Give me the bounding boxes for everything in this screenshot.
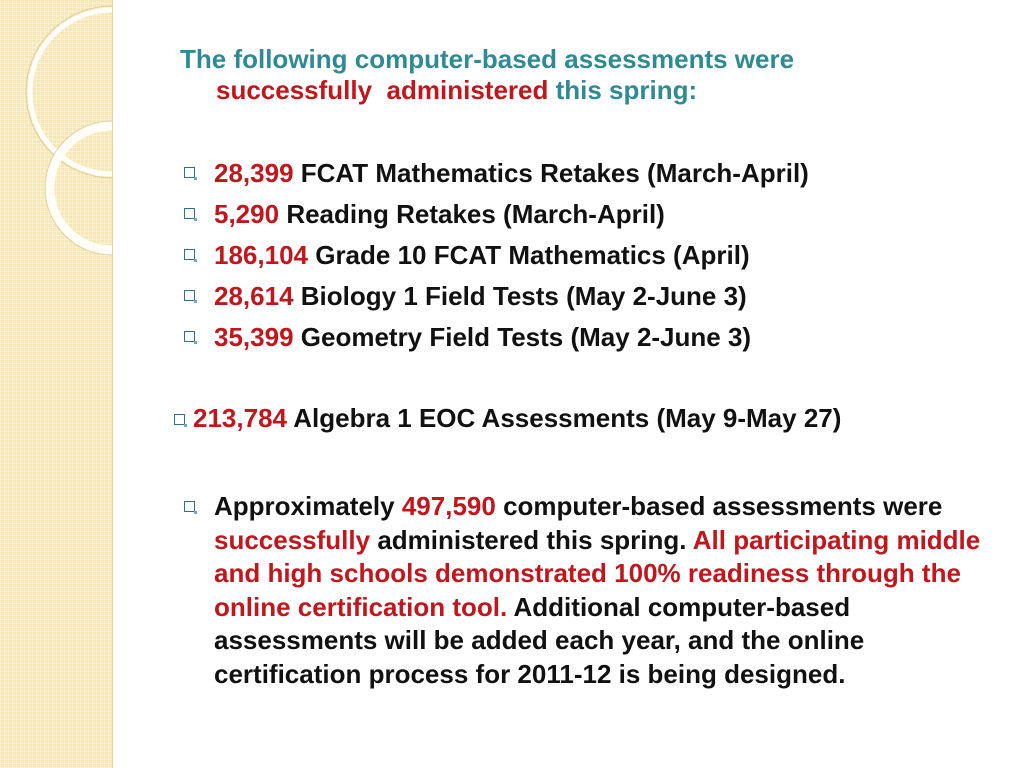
list-item xyxy=(180,281,990,311)
item-text: Algebra 1 EOC Assessments (May 9-May 27) xyxy=(293,403,842,433)
item-text: Reading Retakes (March-April) xyxy=(286,199,665,229)
summary-text-2: computer-based assessments were xyxy=(503,491,943,521)
item-count: 35,399 xyxy=(214,322,294,352)
slide-heading xyxy=(180,44,980,106)
summary-text-1: Approximately xyxy=(214,491,395,521)
list-item xyxy=(180,322,990,352)
checkbox-bullet-icon xyxy=(184,249,195,260)
list-item xyxy=(180,240,990,270)
summary-total: 497,590 xyxy=(401,491,496,521)
summary-text-3: administered this spring. xyxy=(377,524,687,555)
checkbox-bullet-icon xyxy=(184,167,195,178)
checkbox-bullet-icon xyxy=(184,501,195,512)
item-count: 5,290 xyxy=(214,199,280,229)
item-count: 213,784 xyxy=(193,403,287,433)
heading-line1: The following computer-based assessments were xyxy=(180,44,795,74)
item-text: FCAT Mathematics Retakes (March-April) xyxy=(300,158,809,188)
checkbox-bullet-icon xyxy=(174,414,185,425)
item-count: 28,614 xyxy=(214,281,294,311)
checkbox-bullet-icon xyxy=(184,331,195,342)
heading-line2 xyxy=(180,75,980,106)
item-count: 186,104 xyxy=(214,240,308,270)
list-item xyxy=(180,199,990,229)
checkbox-bullet-icon xyxy=(184,290,195,301)
item-text: Geometry Field Tests (May 2-June 3) xyxy=(300,322,752,352)
heading-tail: this spring: xyxy=(555,75,698,105)
list-item xyxy=(180,158,990,188)
assessment-list xyxy=(180,158,990,363)
heading-red-word-1: successfully xyxy=(216,75,373,105)
heading-red-word-2: administered xyxy=(386,75,549,105)
summary-paragraph xyxy=(180,490,990,691)
summary-text-4: Additional computer-based assessments will be added each year, and the online certification process for 2011-12 is being designed. xyxy=(214,591,865,689)
item-count: 28,399 xyxy=(214,158,294,188)
item-text: Grade 10 FCAT Mathematics (April) xyxy=(315,240,750,270)
summary-readiness: All participating middle and high schools demonstrated 100% readiness through the online certification tool. xyxy=(214,524,981,622)
item-text: Biology 1 Field Tests (May 2-June 3) xyxy=(300,281,747,311)
checkbox-bullet-icon xyxy=(184,208,195,219)
algebra-item xyxy=(174,402,994,434)
summary-success: successfully xyxy=(214,524,371,555)
